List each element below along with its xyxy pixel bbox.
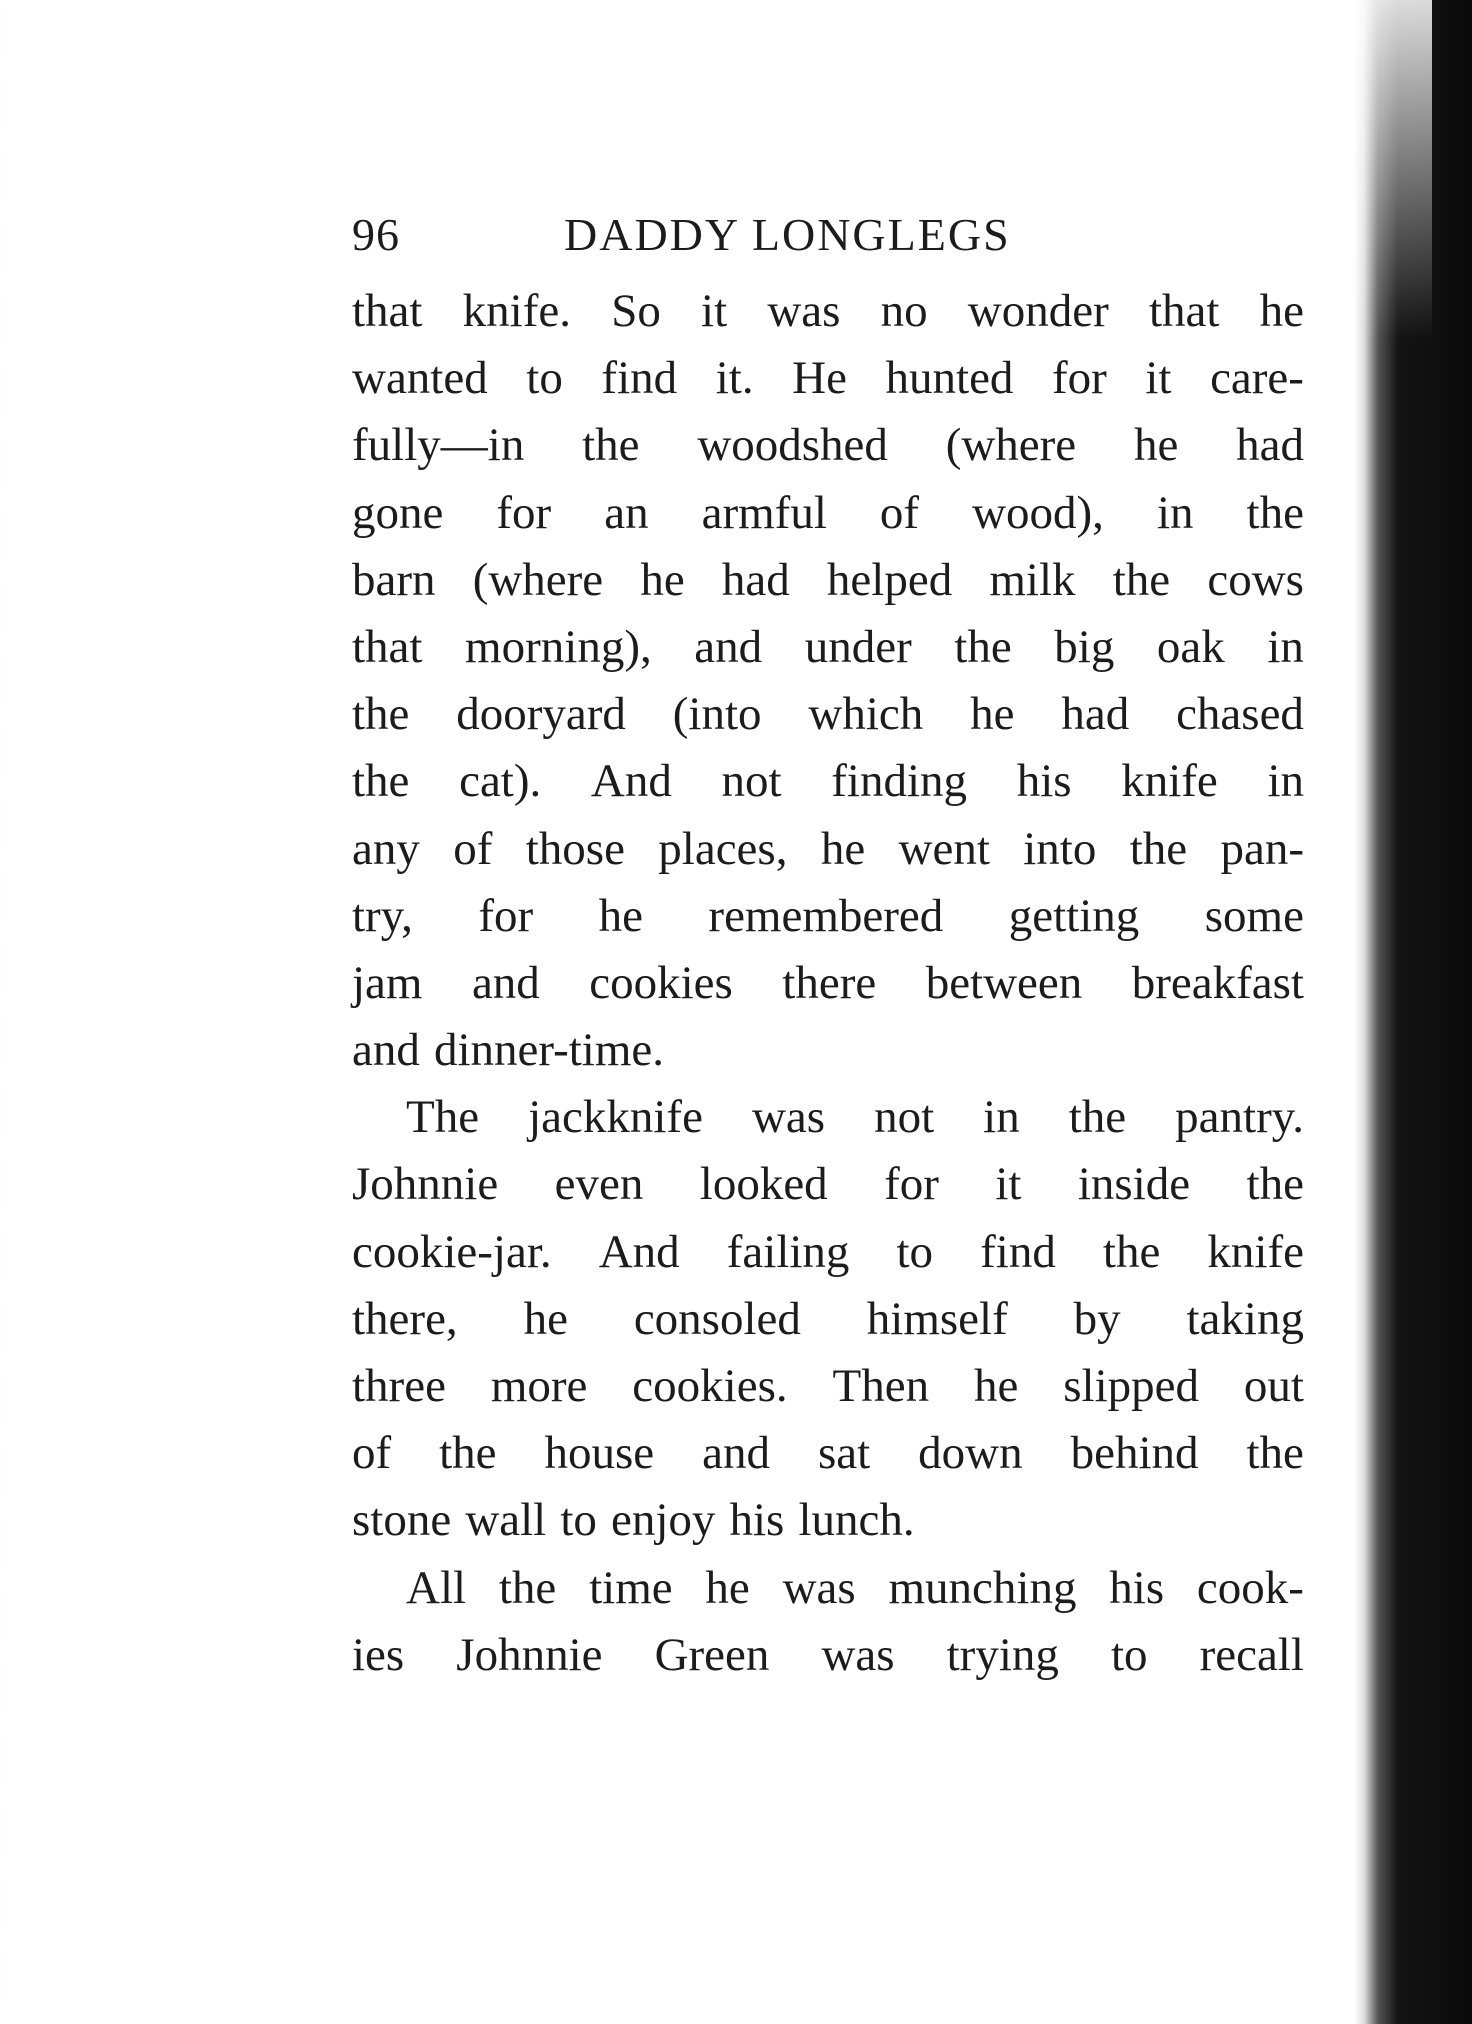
book-title: DADDY LONGLEGS xyxy=(564,209,1011,260)
page-number: 96 xyxy=(352,209,400,260)
text-line: Johnnie even looked for it inside the xyxy=(352,1158,1304,1211)
text-line: the dooryard (into which he had chased xyxy=(352,688,1304,741)
text-line: and dinner-time. xyxy=(352,1024,665,1077)
book-page xyxy=(352,208,1304,1689)
text-line: three more cookies. Then he slipped out xyxy=(352,1360,1304,1412)
text-line: cookie-jar. And failing to find the knife xyxy=(352,1225,1304,1278)
scan-margin-noise xyxy=(0,0,90,2024)
text-line: try, for he remembered getting some xyxy=(352,889,1304,942)
text-line: ies Johnnie Green was trying to recall xyxy=(352,1628,1304,1681)
running-head xyxy=(352,208,1304,274)
text-line: gone for an armful of wood), in the xyxy=(352,486,1304,539)
text-line: the cat). And not finding his knife in xyxy=(352,755,1304,808)
text-line: fully—in the woodshed (where he had xyxy=(352,419,1304,472)
paragraph xyxy=(352,1084,1304,1554)
text-line: any of those places, he went into the pan- xyxy=(352,822,1304,875)
text-line: that morning), and under the big oak in xyxy=(352,620,1304,673)
text-line: wanted to find it. He hunted for it care- xyxy=(352,352,1304,405)
paragraph xyxy=(352,278,1304,1084)
text-line: of the house and sat down behind the xyxy=(352,1427,1304,1480)
text-line: that knife. So it was no wonder that he xyxy=(352,285,1304,337)
text-line: stone wall to enjoy his lunch. xyxy=(352,1494,915,1547)
text-line: barn (where he had helped milk the cows xyxy=(352,553,1304,606)
text-line: All the time he was munching his cook- xyxy=(406,1561,1304,1614)
binding-gutter-highlight xyxy=(1352,0,1432,340)
body-text xyxy=(352,278,1304,1689)
paragraph xyxy=(352,1555,1304,1689)
text-line: jam and cookies there between breakfast xyxy=(352,956,1304,1009)
text-line: The jackknife was not in the pantry. xyxy=(406,1091,1304,1144)
text-line: there, he consoled himself by taking xyxy=(352,1292,1304,1345)
